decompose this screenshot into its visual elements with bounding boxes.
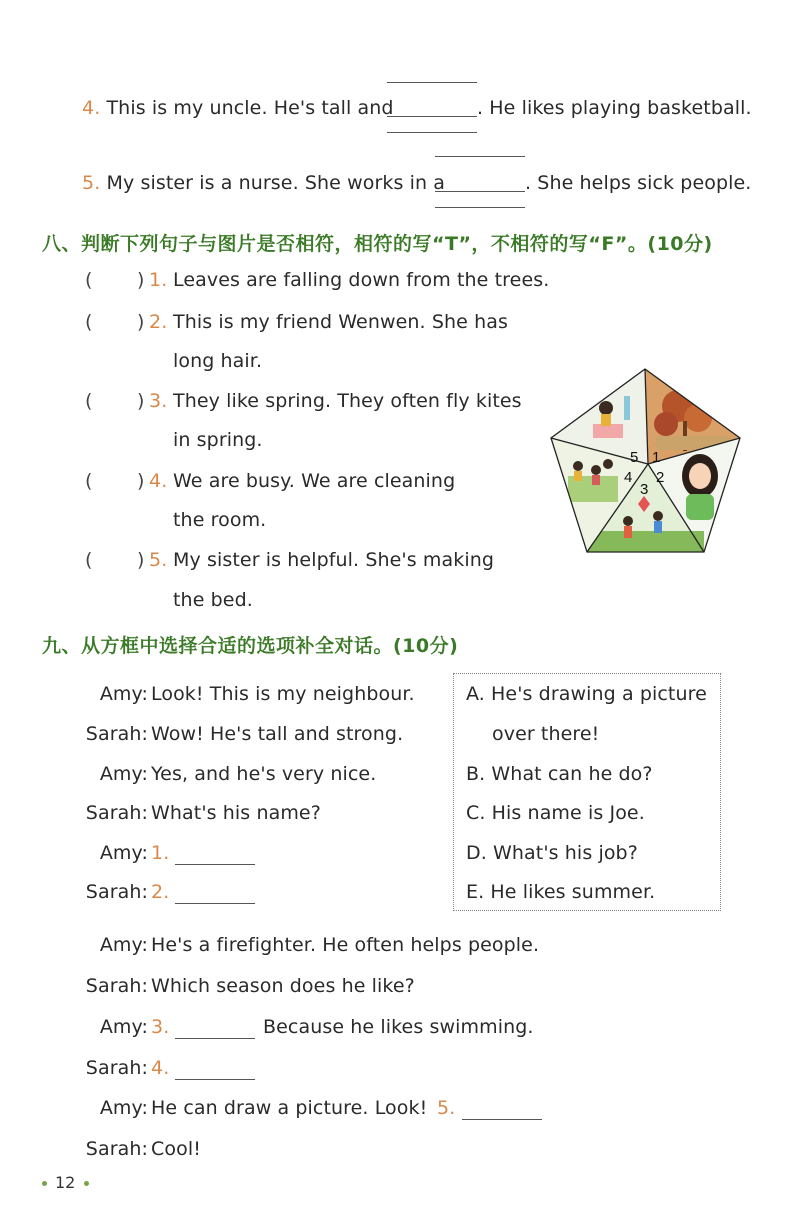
item-number: 3.: [149, 390, 168, 412]
item-text: They like spring. They often fly kites: [173, 390, 522, 412]
item-number: 2.: [149, 311, 168, 333]
blank-number: 5.: [437, 1097, 456, 1119]
item-number: 4.: [82, 97, 101, 119]
blank-number: 3.: [151, 1016, 170, 1038]
option-a-continued: over there!: [492, 723, 600, 745]
option-b: B. What can he do?: [466, 763, 653, 785]
pentagon-picture: [548, 366, 744, 556]
speaker-label: Sarah:: [85, 881, 148, 903]
item-number: 4.: [149, 470, 168, 492]
item-number: 5.: [82, 172, 101, 194]
answer-blank[interactable]: [175, 903, 255, 904]
footer-dot-right: [84, 1181, 89, 1186]
blank-number: 1.: [151, 842, 170, 864]
section-8-title: 八、判断下列句子与图片是否相符，相符的写“T”，不相符的写“F”。(10分): [42, 233, 713, 255]
dialogue-text: Wow! He's tall and strong.: [151, 723, 404, 745]
speaker-label: Sarah:: [85, 723, 148, 745]
item-text: This is my friend Wenwen. She has: [173, 311, 508, 333]
answer-blank[interactable]: [175, 1079, 255, 1080]
segment-label-2: 2: [656, 469, 665, 486]
segment-label-5: 5: [630, 449, 639, 466]
footer-dot-left: [42, 1181, 47, 1186]
segment-label-1: 1: [652, 449, 661, 466]
option-c: C. His name is Joe.: [466, 802, 645, 824]
speaker-label: Amy:: [99, 934, 148, 956]
options-box: [453, 673, 721, 911]
guide-line-bottom: [435, 207, 525, 208]
item-number: 5.: [149, 549, 168, 571]
answer-paren-open[interactable]: (: [85, 311, 93, 333]
speaker-label: Amy:: [99, 1097, 148, 1119]
guide-line-top: [387, 82, 477, 83]
item-text: Leaves are falling down from the trees.: [173, 269, 550, 291]
item-text-continued: the bed.: [173, 589, 253, 611]
answer-paren-open[interactable]: (: [85, 470, 93, 492]
item-text-continued: in spring.: [173, 429, 263, 451]
item-text-after: . She helps sick people.: [525, 172, 752, 194]
option-a: A. He's drawing a picture: [466, 683, 707, 705]
speaker-label: Sarah:: [85, 975, 148, 997]
dialogue-text: Yes, and he's very nice.: [151, 763, 377, 785]
page-number: 12: [55, 1173, 76, 1192]
speaker-label: Amy:: [99, 763, 148, 785]
dialogue-text: Which season does he like?: [151, 975, 415, 997]
answer-blank[interactable]: [462, 1119, 542, 1120]
answer-paren-close: ): [137, 269, 145, 291]
item-number: 1.: [149, 269, 168, 291]
answer-paren-close: ): [137, 549, 145, 571]
answer-blank[interactable]: [175, 1038, 255, 1039]
answer-blank[interactable]: [175, 864, 255, 865]
blank-number: 4.: [151, 1057, 170, 1079]
item-text-continued: long hair.: [173, 350, 263, 372]
item-text: My sister is helpful. She's making: [173, 549, 495, 571]
dialogue-text: Because he likes swimming.: [263, 1016, 534, 1038]
dialogue-text: He can draw a picture. Look!: [151, 1097, 428, 1119]
item-text-continued: the room.: [173, 509, 267, 531]
speaker-label: Sarah:: [85, 1057, 148, 1079]
answer-blank[interactable]: [387, 116, 477, 117]
dialogue-text: He's a firefighter. He often helps people.: [151, 934, 540, 956]
speaker-label: Amy:: [99, 1016, 148, 1038]
speaker-label: Sarah:: [85, 1138, 148, 1160]
guide-line-top: [435, 156, 525, 157]
answer-paren-close: ): [137, 470, 145, 492]
answer-blank[interactable]: [435, 191, 525, 192]
speaker-label: Amy:: [99, 683, 148, 705]
dialogue-text: Look! This is my neighbour.: [151, 683, 415, 705]
answer-paren-close: ): [137, 390, 145, 412]
segment-label-4: 4: [624, 469, 633, 486]
dialogue-text: What's his name?: [151, 802, 321, 824]
guide-line-bottom: [387, 132, 477, 133]
answer-paren-open[interactable]: (: [85, 269, 93, 291]
segment-label-3: 3: [640, 481, 649, 498]
section-9-title: 九、从方框中选择合适的选项补全对话。(10分): [42, 635, 459, 657]
item-text-after: . He likes playing basketball.: [477, 97, 752, 119]
blank-number: 2.: [151, 881, 170, 903]
answer-paren-open[interactable]: (: [85, 390, 93, 412]
item-text-before: My sister is a nurse. She works in a: [106, 172, 446, 194]
option-e: E. He likes summer.: [466, 881, 656, 903]
option-d: D. What's his job?: [466, 842, 638, 864]
answer-paren-open[interactable]: (: [85, 549, 93, 571]
item-text-before: This is my uncle. He's tall and: [106, 97, 394, 119]
speaker-label: Sarah:: [85, 802, 148, 824]
speaker-label: Amy:: [99, 842, 148, 864]
item-text: We are busy. We are cleaning: [173, 470, 456, 492]
answer-paren-close: ): [137, 311, 145, 333]
dialogue-text: Cool!: [151, 1138, 201, 1160]
